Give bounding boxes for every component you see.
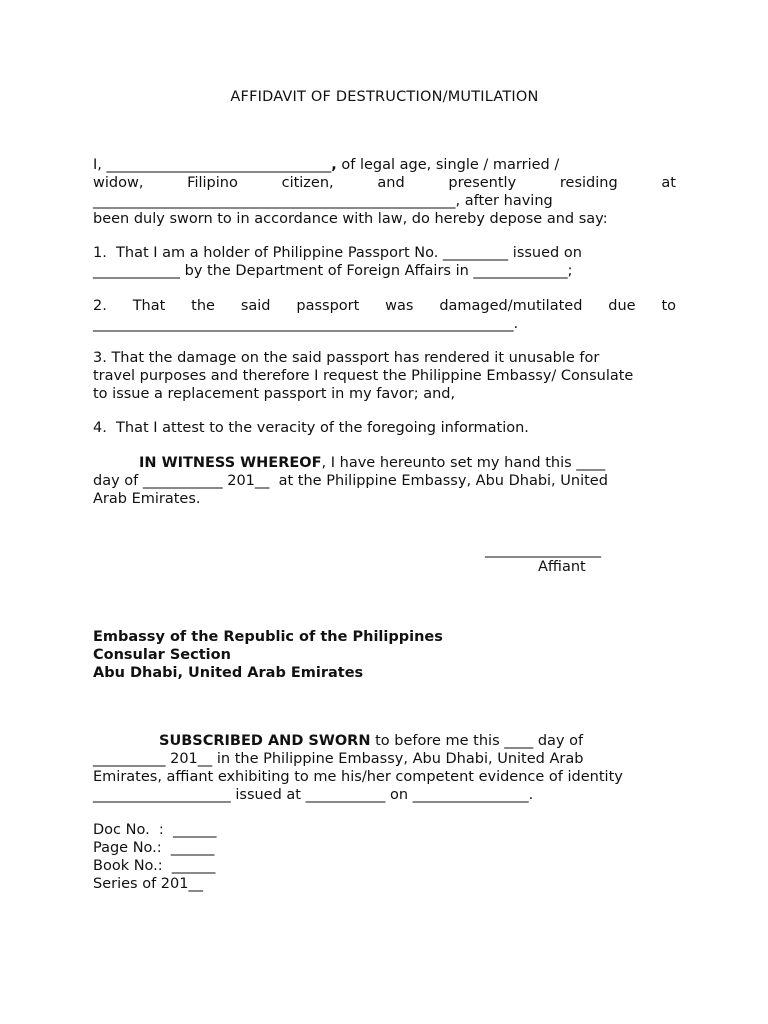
series-year: Series of 201__ [93,876,203,892]
intro-comma: , [331,157,337,173]
item-3-line-1: 3. That the damage on the said passport has rendered it unusable for [93,350,600,366]
embassy-section: Consular Section [93,647,231,663]
witness-heading: IN WITNESS WHEREOF [139,455,322,471]
book-number: Book No.: ______ [93,858,216,874]
sworn-line-3: Emirates, affiant exhibiting to me his/her competent evidence of identity [93,769,623,785]
sworn-heading: SUBSCRIBED AND SWORN [159,733,371,749]
sworn-line-4: ___________________ issued at ___________ on ________________. [93,787,534,803]
witness-line-2: day of ___________ 201__ at the Philippine Embassy, Abu Dhabi, United [93,473,608,489]
witness-line-3: Arab Emirates. [93,491,201,507]
embassy-name: Embassy of the Republic of the Philippines [93,629,443,645]
affiant-name-blank: I, _______________________________ [93,157,332,173]
intro-line-3: __________________________________________________, after having [93,193,553,209]
item-1-line-1: 1. That I am a holder of Philippine Passport No. _________ issued on [93,245,582,261]
affiant-label: Affiant [538,559,586,575]
item-3-line-3: to issue a replacement passport in my favor; and, [93,386,456,402]
witness-text: , I have hereunto set my hand this ____ [321,455,606,471]
intro-line-4: been duly sworn to in accordance with law, do hereby depose and say: [93,211,608,227]
document-title: AFFIDAVIT OF DESTRUCTION/MUTILATION [230,89,539,105]
item-1-line-2: ____________ by the Department of Foreign Affairs in _____________; [93,263,573,279]
item-2-line-1: 2. That the said passport was damaged/mutilated due to [93,298,676,314]
sworn-line-2: __________ 201__ in the Philippine Embassy, Abu Dhabi, United Arab [93,751,584,767]
item-2-line-2: __________________________________________________________. [93,316,519,332]
item-4-line: 4. That I attest to the veracity of the foregoing information. [93,420,529,436]
witness-line-1 [93,454,676,472]
intro-civil-status: of legal age, single / married / [336,157,560,173]
affiant-signature-line: ________________ [485,542,601,558]
page-number: Page No.: ______ [93,840,215,856]
item-3-line-2: travel purposes and therefore I request the Philippine Embassy/ Consulate [93,368,634,384]
intro-line-1 [93,156,676,174]
sworn-text: to before me this ____ day of [370,733,584,749]
intro-line-2: widow, Filipino citizen, and presently residing at [93,175,676,191]
doc-number: Doc No. : ______ [93,822,217,838]
embassy-location: Abu Dhabi, United Arab Emirates [93,665,364,681]
sworn-line-1 [93,732,676,750]
